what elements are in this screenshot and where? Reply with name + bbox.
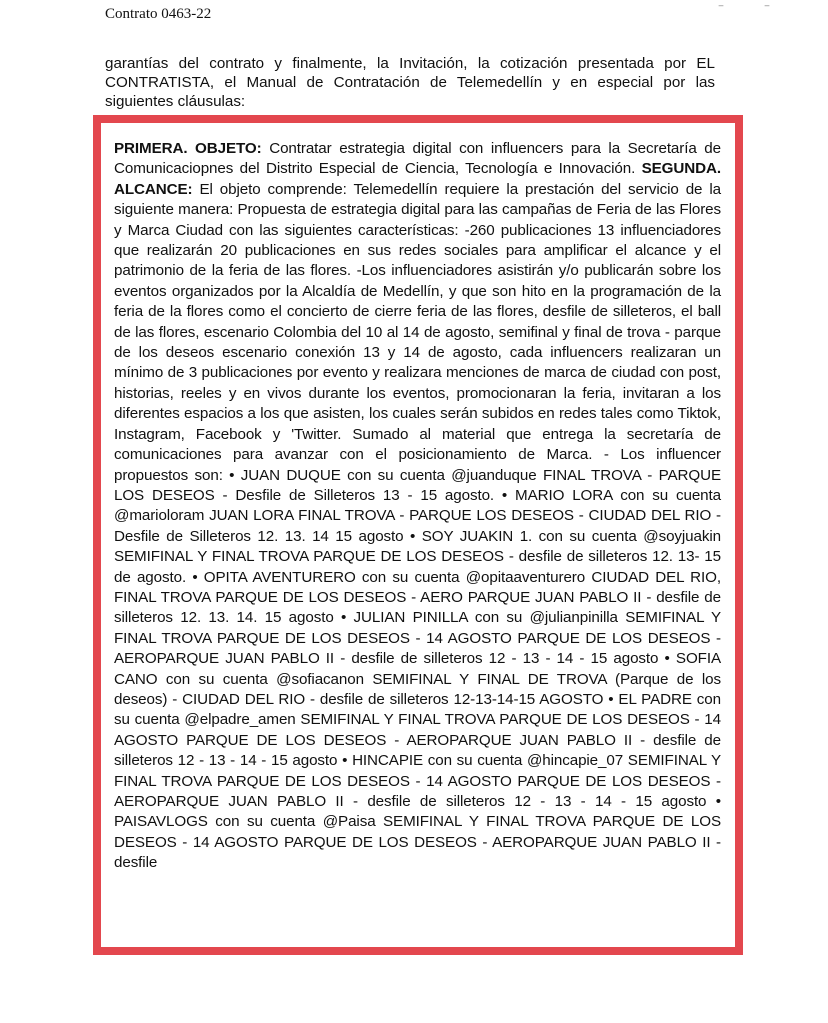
- corner-mark-left: ‾: [719, 4, 723, 18]
- clauses-paragraph: [114, 139, 721, 874]
- clause-second-text: El objeto comprende: Telemedellín requiere la prestación del servicio de la siguiente manera: Propuesta de estrategia digital para las campañas de Feria de las Flores y Marca Ciudad con las siguientes características: -260 publicaciones 13 influenciadores que realizarán 20 publicaciones en sus redes sociales para amplificar el alcance y el patrimonio de la feria de las flores. -Los influenciadores asistirán y/o publicarán sobre los eventos organizados por la Alcaldía de Medellín, y que son hito en la programación de la feria de la flores como el concierto de cierre feria de las flores, desfile de silleteros, el ball de las flores, escenario Colombia del 10 al 14 de agosto, semifinal y final de trova - parque de los deseos escenario conexión 13 y 14 de agosto, cada influencers realizaran un mínimo de 3 publicaciones por evento y realizara menciones de marca de ciudad con post, historias, reeles y en vivos durante los eventos, promocionaran la feria, invitaran a los diferentes espacios a los que asisten, los cuales serán subidos en redes tales como Tiktok, Instagram, Facebook y 'Twitter. Sumado al material que entrega la secretaría de comunicaciones para avanzar con el posicionamiento de Marca. - Los influencer propuestos son: • JUAN DUQUE con su cuenta @juanduque FINAL TROVA - PARQUE LOS DESEOS - Desfile de Silleteros 13 - 15 agosto. • MARIO LORA con su cuenta @marioloram JUAN LORA FINAL TROVA - PARQUE LOS DESEOS - CIUDAD DEL RIO - Desfile de Silleteros 12. 13. 14 15 agosto • SOY JUAKIN 1. con su cuenta @soyjuakin SEMIFINAL Y FINAL TROVA PARQUE DE LOS DESEOS - desfile de silleteros 12. 13- 15 de agosto. • OPITA AVENTURERO con su cuenta @opitaaventurero CIUDAD DEL RIO, FINAL TROVA PARQUE DE LOS DESEOS - AERO PARQUE JUAN PABLO II - desfile de silleteros 12. 13. 14. 15 agosto • JULIAN PINILLA con su @julianpinilla SEMIFINAL Y FINAL TROVA PARQUE DE LOS DESEOS - 14 AGOSTO PARQUE DE LOS DESEOS - AEROPARQUE JUAN PABLO II - desfile de silleteros 12 - 13 - 14 - 15 agosto • SOFIA CANO con su cuenta @sofiacanon SEMIFINAL Y FINAL DE TROVA (Parque de los deseos) - CIUDAD DEL RIO - desfile de silleteros 12-13-14-15 AGOSTO • EL PADRE con su cuenta @elpadre_amen SEMIFINAL Y FINAL TROVA PARQUE DE LOS DESEOS - 14 AGOSTO PARQUE DE LOS DESEOS - AEROPARQUE JUAN PABLO II - desfile de silleteros 12 - 13 - 14 - 15 agosto • HINCAPIE con su cuenta @hincapie_07 SEMIFINAL Y FINAL TROVA PARQUE DE LOS DESEOS - 14 AGOSTO PARQUE DE LOS DESEOS - AEROPARQUE JUAN PABLO II - desfile de silleteros 12 - 13 - 14 - 15 agosto • PAISAVLOGS con su cuenta @Paisa SEMIFINAL Y FINAL TROVA PARQUE DE LOS DESEOS - 14 AGOSTO PARQUE DE LOS DESEOS - AEROPARQUE JUAN PABLO II - desfile: [114, 180, 721, 872]
- corner-mark-right: ‾: [765, 4, 769, 18]
- clause-first-heading: PRIMERA. OBJETO:: [114, 140, 262, 157]
- clause-second-heading: SEGUNDA. ALCANCE:: [114, 160, 721, 198]
- intro-paragraph: garantías del contrato y finalmente, la Invitación, la cotización presentada por EL CONTRATISTA, el Manual de Contratación de Telemedellín y en especial por las siguientes cláusulas:: [105, 55, 715, 110]
- clause-first-text: Contratar estrategia digital con influencers para la Secretaría de Comunicacіopnes del Distrito Especial de Ciencia, Tecnología e Innovación.: [114, 140, 721, 178]
- highlight-frame: [93, 115, 743, 955]
- contract-number-header: Contrato 0463-22: [105, 6, 212, 22]
